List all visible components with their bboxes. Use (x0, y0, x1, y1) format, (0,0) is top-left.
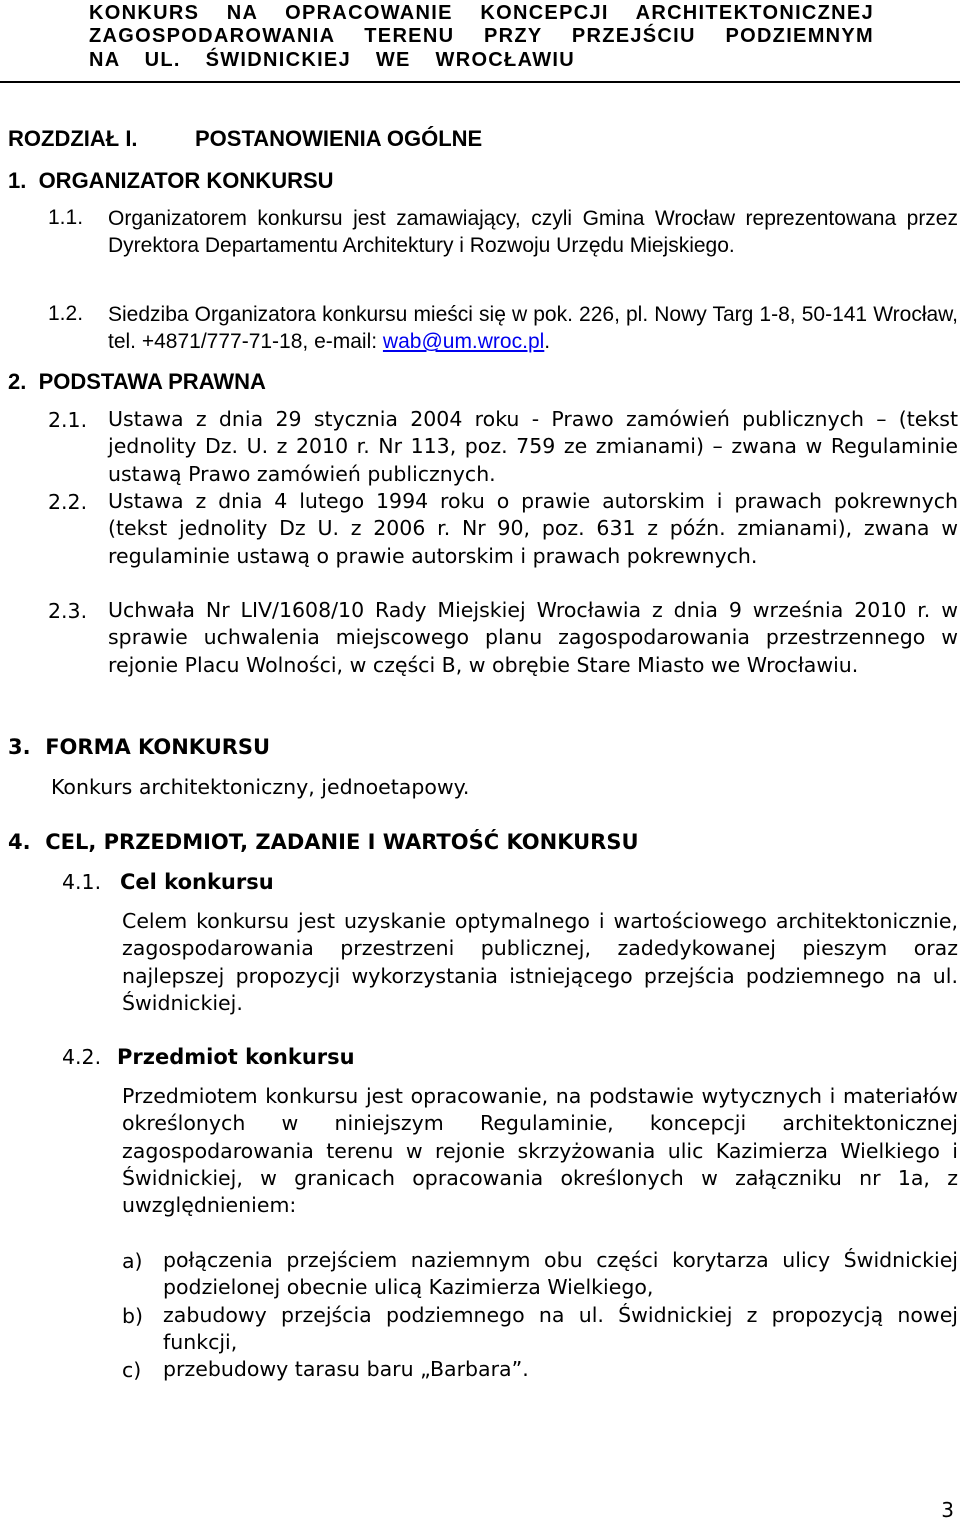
section-2-title: 2. PODSTAWA PRAWNA (8, 369, 266, 394)
list-item-c: przebudowy tarasu baru „Barbara”. (163, 1357, 529, 1381)
para-2-3-number: 2.3. (48, 599, 88, 623)
subsection-4-1-number: 4.1. (62, 870, 102, 894)
section-4-title: 4. CEL, PRZEDMIOT, ZADANIE I WARTOŚĆ KONKURSU (8, 830, 639, 854)
list-marker-b: b) (122, 1304, 144, 1328)
header-line-2: ZAGOSPODAROWANIA TERENU PRZY PRZEJŚCIU PODZIEMNYM (89, 25, 874, 47)
para-2-2-text: Ustawa z dnia 4 lutego 1994 roku o prawie autorskim i prawach pokrewnych (tekst jednolity Dz U. z 2006 r. Nr 90, poz. 631 z późn. zmianami), zwana w regulaminie ustawą o prawie autorskim i prawach pokrewnych. (108, 489, 958, 568)
section-3-text: Konkurs architektoniczny, jednoetapowy. (51, 775, 470, 799)
section-1-title: 1. ORGANIZATOR KONKURSU (8, 168, 334, 193)
chapter-title: POSTANOWIENIA OGÓLNE (195, 126, 483, 151)
subsection-4-1-title: Cel konkursu (120, 870, 274, 894)
list-item-a: połączenia przejściem naziemnym obu części korytarza ulicy Świdnickiej podzielonej obecnie ulicą Kazimierza Wielkiego, (163, 1248, 958, 1300)
subsection-4-1-text: Celem konkursu jest uzyskanie optymalnego i wartościowego architektonicznie, zagospodarowania przestrzeni publicznej, zadedykowanej pieszym oraz najlepszej propozycji wykorzystania istniejącego przejścia podziemnego na ul. Świdnickiej. (122, 909, 958, 1015)
para-1-2-text: Siedziba Organizatora konkursu mieści się w pok. 226, pl. Nowy Targ 1-8, 50-141 Wrocław, tel. +4871/777-71-18, e-mail: wab@um.wroc.pl. (108, 303, 958, 354)
para-1-1-number: 1.1. (48, 206, 84, 229)
subsection-4-2-number: 4.2. (62, 1045, 102, 1069)
header-line-1: KONKURS NA OPRACOWANIE KONCEPCJI ARCHITEKTONICZNEJ (89, 2, 874, 24)
list-marker-a: a) (122, 1249, 143, 1273)
para-1-1-text: Organizatorem konkursu jest zamawiający, czyli Gmina Wrocław reprezentowana przez Dyrektora Departamentu Architektury i Rozwoju Urzędu Miejskiego. (108, 207, 958, 258)
para-1-2-number: 1.2. (48, 302, 84, 325)
para-2-3-text: Uchwała Nr LIV/1608/10 Rady Miejskiej Wrocławia z dnia 9 września 2010 r. w sprawie uchwalenia miejscowego planu zagospodarowania przestrzennego w rejonie Placu Wolności, w części B, w obrębie Stare Miasto we Wrocławiu. (108, 598, 958, 677)
section-3-title: 3. FORMA KONKURSU (8, 735, 271, 759)
email-link[interactable]: wab@um.wroc.pl (382, 330, 545, 354)
chapter-label: ROZDZIAŁ I. (8, 126, 138, 151)
subsection-4-2-title: Przedmiot konkursu (117, 1045, 355, 1069)
header-line-3: NA UL. ŚWIDNICKIEJ WE WROCŁAWIU (89, 49, 575, 71)
subsection-4-2-text: Przedmiotem konkursu jest opracowanie, na podstawie wytycznych i materiałów określonych w niniejszym Regulaminie, koncepcji architektonicznej zagospodarowania terenu w rejonie skrzyżowania ulic Kazimierza Wielkiego i Świdnickiej, w granicach opracowania określonych w załączniku nr 1a, z uwzględnieniem: (122, 1084, 958, 1218)
header-divider (0, 81, 960, 83)
para-2-1-text: Ustawa z dnia 29 stycznia 2004 roku - Prawo zamówień publicznych – (tekst jednolity Dz. U. z 2010 r. Nr 113, poz. 759 ze zmianami) – zwana w Regulaminie ustawą Prawo zamówień publicznych. (108, 407, 958, 486)
para-2-2-number: 2.2. (48, 490, 88, 514)
list-marker-c: c) (122, 1358, 142, 1382)
list-item-b: zabudowy przejścia podziemnego na ul. Świdnickiej z propozycją nowej funkcji, (163, 1303, 958, 1355)
para-2-1-number: 2.1. (48, 408, 88, 432)
page-number: 3 (941, 1498, 954, 1522)
